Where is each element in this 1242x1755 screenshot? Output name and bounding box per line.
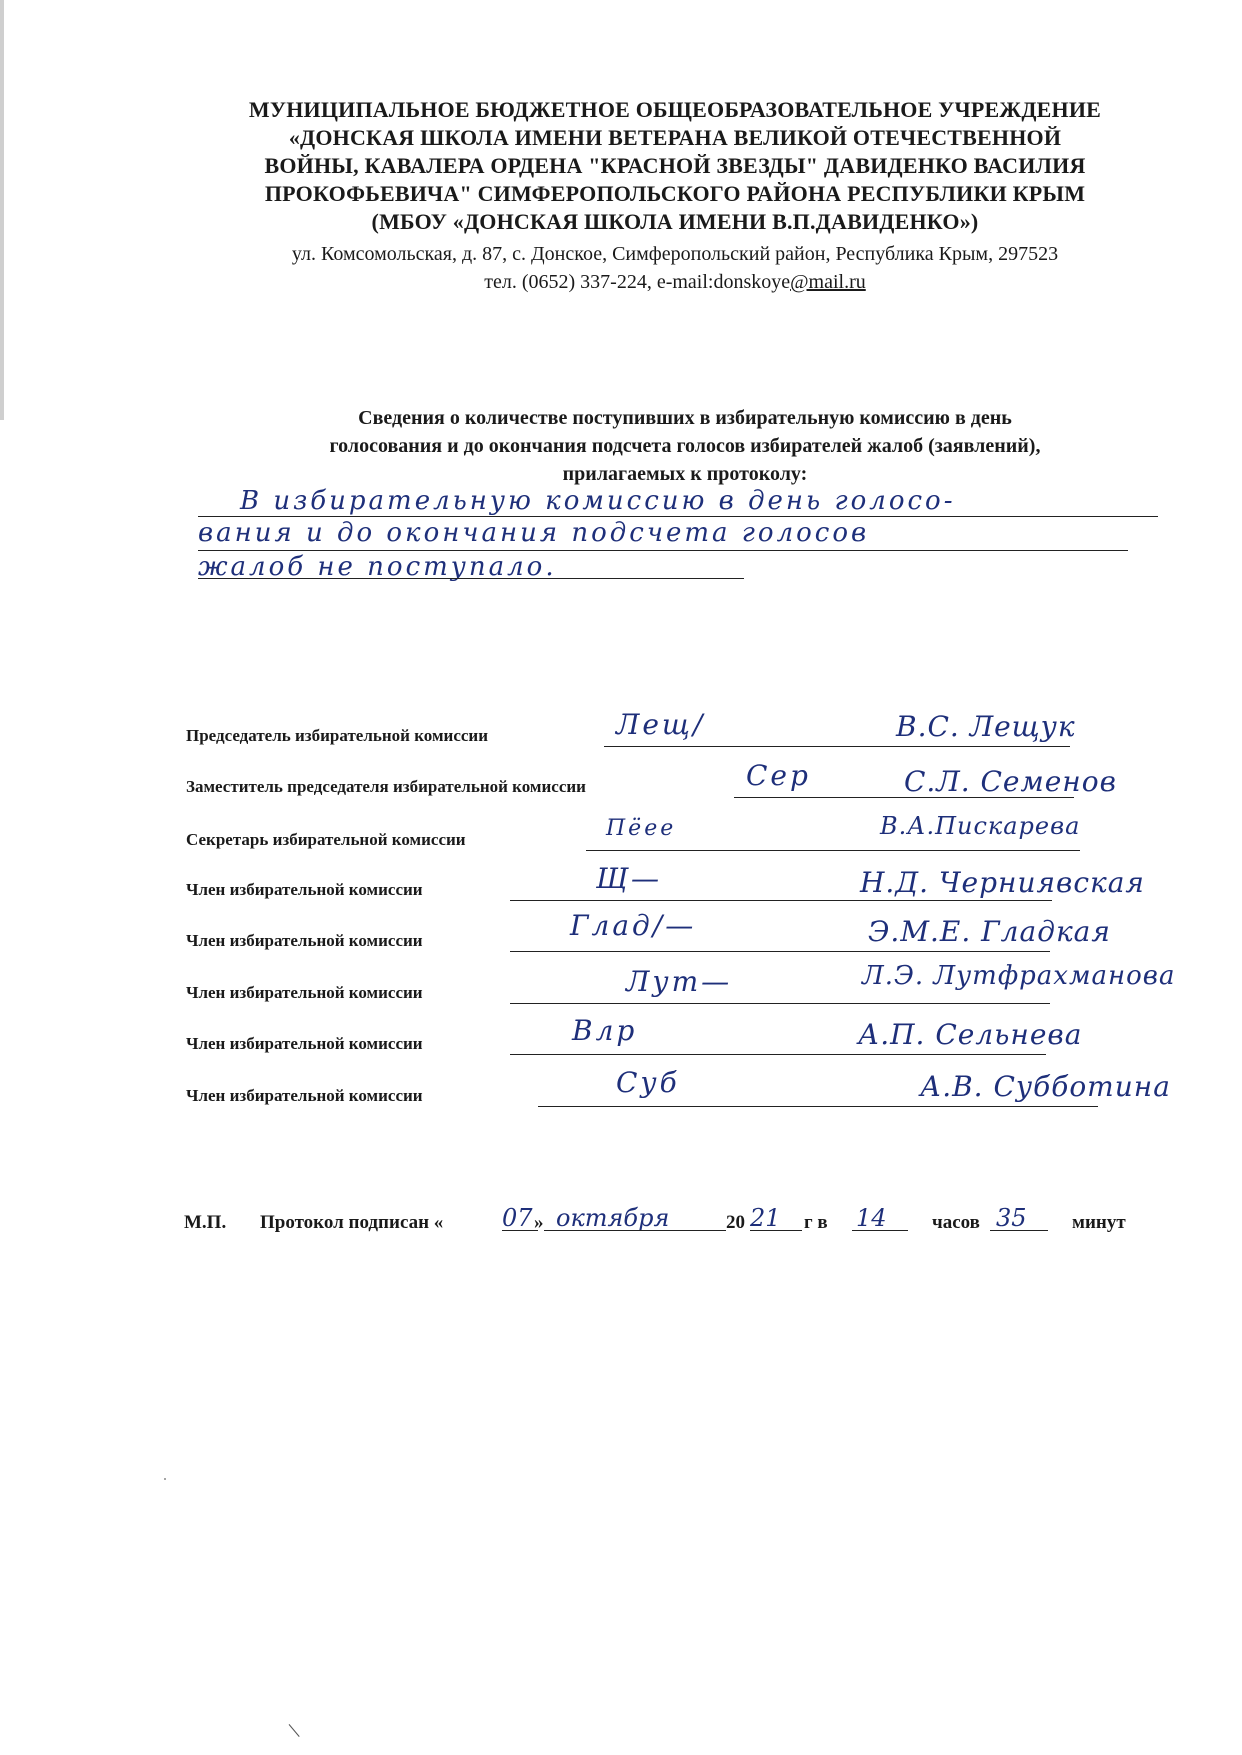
signature-role: Член избирательной комиссии bbox=[186, 1086, 423, 1105]
address-line: ул. Комсомольская, д. 87, с. Донское, Симферопольский район, Республика Крым, 297523 bbox=[291, 243, 1059, 265]
year-label: г в bbox=[804, 1212, 828, 1233]
report-title bbox=[200, 404, 1170, 488]
signature-role: Член избирательной комиссии bbox=[186, 931, 423, 950]
signature-line bbox=[510, 1003, 1050, 1004]
signature-name: А.П. Сельнева bbox=[858, 1018, 1083, 1051]
signature-name: В.С. Лещук bbox=[896, 710, 1076, 743]
handwritten-line: вания и до окончания подсчета голосов bbox=[198, 518, 870, 548]
signature-line bbox=[510, 900, 1052, 901]
underline bbox=[198, 516, 1158, 517]
signature-mark: Пёее bbox=[606, 816, 677, 841]
underline bbox=[198, 550, 1128, 551]
year-prefix: 20 bbox=[726, 1212, 745, 1233]
signed-minute: 35 bbox=[996, 1204, 1027, 1232]
signature-row bbox=[186, 759, 1186, 805]
signature-mark: Лут— bbox=[626, 965, 733, 998]
title-line: прилагаемых к протоколу: bbox=[562, 463, 808, 485]
title-line: голосования и до окончания подсчета голосов избирателей жалоб (заявлений), bbox=[329, 435, 1041, 457]
signature-row bbox=[186, 708, 1186, 754]
scan-mark bbox=[289, 1715, 311, 1737]
signature-name: А.В. Субботина bbox=[920, 1070, 1171, 1103]
school-header bbox=[170, 96, 1180, 236]
underline bbox=[198, 578, 744, 579]
signature-row bbox=[186, 961, 1186, 1011]
signed-day: 07 bbox=[502, 1204, 533, 1232]
underline bbox=[750, 1230, 802, 1231]
signature-role: Член избирательной комиссии bbox=[186, 983, 423, 1002]
signature-line bbox=[538, 1106, 1098, 1107]
underline bbox=[852, 1230, 908, 1231]
signature-row bbox=[186, 1066, 1186, 1114]
signature-mark: Лещ/ bbox=[616, 708, 706, 741]
underline bbox=[990, 1230, 1048, 1231]
signature-mark: Глад/— bbox=[570, 909, 697, 942]
signature-line bbox=[586, 850, 1080, 851]
signed-month: октября bbox=[556, 1204, 670, 1232]
signature-mark: Влр bbox=[572, 1014, 638, 1047]
signature-role: Член избирательной комиссии bbox=[186, 880, 423, 899]
signed-hour: 14 bbox=[856, 1204, 887, 1232]
signature-role: Секретарь избирательной комиссии bbox=[186, 830, 466, 849]
school-address bbox=[170, 240, 1180, 296]
scan-speck bbox=[164, 1478, 166, 1480]
email-domain: @mail.ru bbox=[790, 271, 866, 293]
signature-role: Заместитель председателя избирательной комиссии bbox=[186, 777, 586, 796]
signature-name: В.А.Пискарева bbox=[880, 812, 1081, 840]
hours-label: часов bbox=[932, 1212, 980, 1233]
signature-name: Э.М.Е. Гладкая bbox=[868, 915, 1111, 948]
header-line: «ДОНСКАЯ ШКОЛА ИМЕНИ ВЕТЕРАНА ВЕЛИКОЙ ОТЕЧЕСТВЕННОЙ bbox=[288, 125, 1062, 150]
signature-line bbox=[604, 746, 1070, 747]
handwritten-line: В избирательную комиссию в день голосо- bbox=[240, 486, 956, 516]
signature-row bbox=[186, 862, 1186, 908]
header-line: МУНИЦИПАЛЬНОЕ БЮДЖЕТНОЕ ОБЩЕОБРАЗОВАТЕЛЬНОЕ УЧРЕЖДЕНИЕ bbox=[248, 97, 1102, 122]
signature-line bbox=[510, 951, 1050, 952]
signature-line bbox=[510, 1054, 1046, 1055]
stamp-placeholder: М.П. bbox=[184, 1212, 227, 1233]
handwritten-line: жалоб не поступало. bbox=[198, 552, 557, 582]
signature-mark: Сер bbox=[746, 759, 811, 792]
protocol-label: Протокол подписан « bbox=[260, 1212, 444, 1233]
phone-email: тел. (0652) 337-224, e-mail:donskoye bbox=[484, 271, 791, 293]
minutes-label: минут bbox=[1072, 1212, 1126, 1233]
signature-row bbox=[186, 1014, 1186, 1062]
signed-year: 21 bbox=[750, 1204, 781, 1232]
signature-row bbox=[186, 909, 1186, 959]
protocol-signed-line bbox=[184, 1196, 1184, 1240]
scan-edge bbox=[0, 0, 4, 420]
signature-name: Н.Д. Черниявская bbox=[860, 866, 1145, 899]
header-line: ПРОКОФЬЕВИЧА" СИМФЕРОПОЛЬСКОГО РАЙОНА РЕСПУБЛИКИ КРЫМ bbox=[264, 181, 1086, 206]
underline bbox=[544, 1230, 726, 1231]
signature-name: С.Л. Семенов bbox=[904, 765, 1117, 798]
signature-mark: Суб bbox=[616, 1066, 680, 1099]
header-line: ВОЙНЫ, КАВАЛЕРА ОРДЕНА "КРАСНОЙ ЗВЕЗДЫ" ДАВИДЕНКО ВАСИЛИЯ bbox=[264, 153, 1086, 178]
signature-role: Член избирательной комиссии bbox=[186, 1034, 423, 1053]
signature-row bbox=[186, 812, 1186, 858]
contact-line bbox=[170, 268, 1180, 296]
header-line: (МБОУ «ДОНСКАЯ ШКОЛА ИМЕНИ В.П.ДАВИДЕНКО») bbox=[371, 209, 979, 234]
quote-close: » bbox=[534, 1212, 544, 1233]
signature-mark: Щ— bbox=[596, 862, 662, 895]
signature-role: Председатель избирательной комиссии bbox=[186, 726, 489, 745]
title-line: Сведения о количестве поступивших в избирательную комиссию в день bbox=[358, 407, 1012, 429]
signature-name: Л.Э. Лутфрахманова bbox=[862, 961, 1176, 991]
underline bbox=[502, 1230, 538, 1231]
